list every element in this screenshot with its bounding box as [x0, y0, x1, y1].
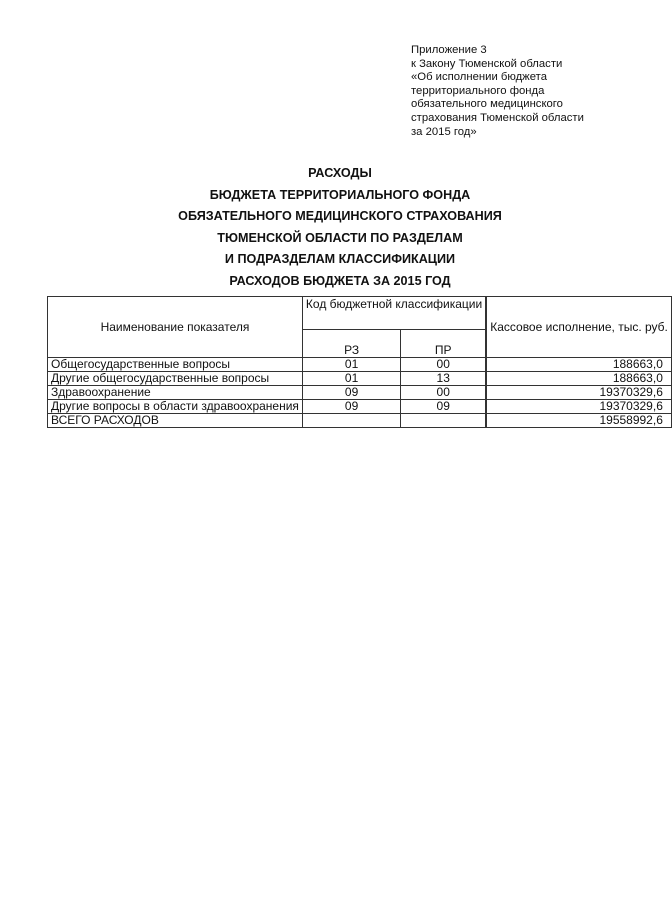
total-row [48, 414, 672, 428]
appendix-line: к Закону Тюменской области [411, 57, 563, 70]
header-rz: РЗ [302, 329, 400, 357]
header-name: Наименование показателя [48, 297, 303, 358]
row-name: Другие вопросы в области здравоохранения [48, 400, 303, 414]
header-code: Код бюджетной классификации [302, 297, 485, 330]
row-pr [401, 414, 486, 428]
appendix-note [411, 44, 584, 139]
appendix-line: «Об исполнении бюджета [411, 71, 547, 84]
appendix-line: обязательного медицинского [411, 98, 563, 111]
appendix-line: страхования Тюменской области [411, 111, 584, 124]
header-pr: ПР [401, 329, 486, 357]
appendix-line: Приложение 3 [411, 44, 487, 56]
table-row [48, 400, 672, 414]
row-name: ВСЕГО РАСХОДОВ [48, 414, 303, 428]
row-pr: 00 [401, 386, 486, 400]
table-row [48, 358, 672, 372]
row-name: Другие общегосударственные вопросы [48, 372, 303, 386]
row-amount: 188663,0 [487, 372, 672, 386]
header-row [48, 297, 672, 330]
title-line: ТЮМЕНСКОЙ ОБЛАСТИ ПО РАЗДЕЛАМ [217, 230, 463, 245]
title-line: РАСХОДОВ БЮДЖЕТА ЗА 2015 ГОД [229, 273, 451, 288]
title-line: И ПОДРАЗДЕЛАМ КЛАССИФИКАЦИИ [224, 252, 456, 267]
document-title [90, 163, 590, 293]
appendix-line: за 2015 год» [411, 125, 477, 138]
row-amount: 19370329,6 [487, 400, 672, 414]
row-rz: 09 [302, 386, 400, 400]
row-rz: 01 [302, 358, 400, 372]
row-amount: 188663,0 [487, 358, 672, 372]
title-line: ОБЯЗАТЕЛЬНОГО МЕДИЦИНСКОГО СТРАХОВАНИЯ [178, 209, 502, 224]
row-rz: 01 [302, 372, 400, 386]
title-line: БЮДЖЕТА ТЕРРИТОРИАЛЬНОГО ФОНДА [209, 187, 471, 202]
row-amount: 19370329,6 [487, 386, 672, 400]
row-pr: 13 [401, 372, 486, 386]
header-amount: Кассовое исполнение, тыс. руб. [487, 297, 672, 358]
row-name: Здравоохранение [48, 386, 303, 400]
row-rz [302, 414, 400, 428]
row-amount: 19558992,6 [487, 414, 672, 428]
title-line: РАСХОДЫ [308, 166, 372, 180]
appendix-line: территориального фонда [411, 84, 545, 97]
row-rz: 09 [302, 400, 400, 414]
row-name: Общегосударственные вопросы [48, 358, 303, 372]
expenses-table [47, 296, 672, 428]
row-pr: 00 [401, 358, 486, 372]
table-row [48, 372, 672, 386]
row-pr: 09 [401, 400, 486, 414]
table-row [48, 386, 672, 400]
